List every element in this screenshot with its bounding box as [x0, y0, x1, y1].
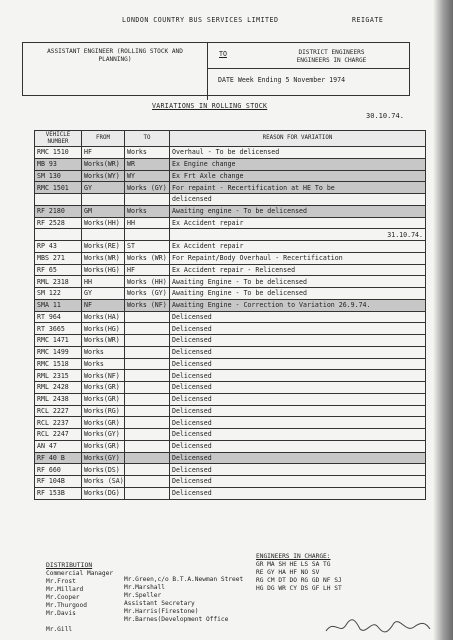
cell-vehicle: RML 2438	[35, 393, 82, 405]
distribution-list-right	[124, 568, 243, 624]
cell-reason: delicensed	[170, 194, 426, 206]
memo-from	[23, 43, 208, 100]
cell-to	[125, 417, 170, 429]
distribution-entry: Mr.Millard	[46, 586, 84, 593]
cell-reason: Delicensed	[170, 440, 426, 452]
cell-to: ST	[125, 241, 170, 253]
cell-from: Works(HG)	[82, 323, 125, 335]
cell-to: Works	[125, 205, 170, 217]
distribution-entry: Mr.Marshall	[124, 584, 165, 591]
table-row	[35, 194, 426, 206]
cell-vehicle	[35, 194, 82, 206]
cell-reason: Awaiting Engine - Correction to Variation 26.9.74.	[170, 299, 426, 311]
memo-to-line: ENGINEERS IN CHARGE	[296, 57, 367, 64]
engineer-code-line: RE GY HA HF NO SV	[256, 569, 320, 576]
distribution-entry	[124, 568, 243, 576]
cell-reason: Delicensed	[170, 311, 426, 323]
cell-to: Works (GY)	[125, 182, 170, 194]
cell-vehicle: RML 2318	[35, 276, 82, 288]
cell-from: Works(HG)	[82, 264, 125, 276]
cell-vehicle: SM 122	[35, 288, 82, 300]
cell-vehicle: RMC 1499	[35, 346, 82, 358]
cell-from: Works (SA)	[82, 476, 125, 488]
distribution-entry: Mr.Cooper	[46, 594, 80, 601]
cell-reason: Delicensed	[170, 370, 426, 382]
engineer-code-line: HG DG WR CY DS GF LH ST	[256, 585, 342, 592]
distribution-entry: Mr.Gill	[46, 626, 73, 633]
table-row	[35, 264, 426, 276]
distribution-entry: Mr.Speller	[124, 592, 162, 599]
table-row	[35, 323, 426, 335]
vehicle-header-line: VEHICLE	[45, 132, 71, 138]
cell-from: Works(RE)	[82, 241, 125, 253]
cell-to: Works (GY)	[125, 288, 170, 300]
cell-reason: Delicensed	[170, 323, 426, 335]
cell-from: Works(WR)	[82, 252, 125, 264]
cell-vehicle: RT 964	[35, 311, 82, 323]
cell-reason: Awaiting engine - To be delicensed	[170, 205, 426, 217]
cell-from: HF	[82, 147, 125, 159]
engineer-code-line: RG CM DT DO RG GD NF SJ	[256, 577, 342, 584]
table-row	[35, 276, 426, 288]
cell-reason: Awaiting Engine - To be delicensed	[170, 276, 426, 288]
engineer-code-line: GR MA SH HE LS SA TG	[256, 561, 331, 568]
cell-vehicle: SMA 11	[35, 299, 82, 311]
cell-from: Works(GY)	[82, 452, 125, 464]
cell-vehicle: RP 43	[35, 241, 82, 253]
table-row	[35, 487, 426, 499]
cell-to: HF	[125, 264, 170, 276]
engineers-in-charge	[256, 553, 386, 593]
cell-reason: 31.10.74.	[170, 229, 426, 241]
cell-reason: Ex Accident repair	[170, 217, 426, 229]
cell-to	[125, 323, 170, 335]
cell-vehicle: RF 2528	[35, 217, 82, 229]
distribution-entry: Mr.Barnes(Development Office	[124, 616, 229, 623]
cell-from: Works	[82, 346, 125, 358]
cell-vehicle: RMC 1501	[35, 182, 82, 194]
memo-to-label: TO	[219, 50, 227, 58]
cell-from: GY	[82, 288, 125, 300]
cell-from: GY	[82, 182, 125, 194]
cell-reason: Ex Accident repair	[170, 241, 426, 253]
cell-from: Works(GR)	[82, 417, 125, 429]
cell-reason: Ex Engine change	[170, 158, 426, 170]
signature	[322, 615, 432, 637]
table-row	[35, 346, 426, 358]
cell-reason: Delicensed	[170, 358, 426, 370]
cell-to	[125, 429, 170, 441]
table-row	[35, 393, 426, 405]
cell-vehicle: RF 660	[35, 464, 82, 476]
cell-reason: Delicensed	[170, 393, 426, 405]
cell-from: Works(WR)	[82, 335, 125, 347]
cell-from	[82, 229, 125, 241]
cell-from: Works(GR)	[82, 393, 125, 405]
cell-to	[125, 311, 170, 323]
cell-reason: Delicensed	[170, 382, 426, 394]
distribution-entry: Mr.Thurgood	[46, 602, 87, 609]
cell-from: HH	[82, 276, 125, 288]
table-row	[35, 217, 426, 229]
cell-reason: Delicensed	[170, 476, 426, 488]
column-header-vehicle	[35, 131, 82, 147]
table-row	[35, 452, 426, 464]
table-row	[35, 241, 426, 253]
cell-from: Works(WR)	[82, 158, 125, 170]
table-row	[35, 311, 426, 323]
cell-to: Works (NF)	[125, 299, 170, 311]
cell-to	[125, 335, 170, 347]
table-row	[35, 205, 426, 217]
cell-to	[125, 487, 170, 499]
cell-vehicle: RMC 1471	[35, 335, 82, 347]
cell-to: Works (HH)	[125, 276, 170, 288]
cell-vehicle: RT 3665	[35, 323, 82, 335]
memo-header-box	[22, 42, 410, 96]
table-header-row	[35, 131, 426, 147]
company-name: LONDON COUNTRY BUS SERVICES LIMITED	[122, 16, 279, 24]
distribution-entry: Mr.Green,c/o B.T.A.Newman Street	[124, 576, 244, 583]
vehicle-header-line: NUMBER	[47, 138, 69, 145]
cell-vehicle: RF 2180	[35, 205, 82, 217]
column-header-to: TO	[125, 131, 170, 147]
column-header-from: FROM	[82, 131, 125, 147]
letterhead	[0, 14, 453, 28]
cell-to: WR	[125, 158, 170, 170]
table-row	[35, 252, 426, 264]
cell-reason: Ex Accident repair - Relicensed	[170, 264, 426, 276]
cell-from: GM	[82, 205, 125, 217]
cell-to	[125, 464, 170, 476]
cell-from: Works(DG)	[82, 487, 125, 499]
distribution-entry: Commercial Manager	[46, 570, 114, 577]
cell-vehicle: RCL 2247	[35, 429, 82, 441]
cell-vehicle: RMC 1518	[35, 358, 82, 370]
cell-from	[82, 194, 125, 206]
cell-from: Works(DS)	[82, 464, 125, 476]
cell-to	[125, 440, 170, 452]
table-body	[35, 147, 426, 500]
cell-vehicle: SM 130	[35, 170, 82, 182]
cell-reason: Delicensed	[170, 452, 426, 464]
cell-vehicle: AN 47	[35, 440, 82, 452]
table-row	[35, 299, 426, 311]
cell-vehicle: RCL 2237	[35, 417, 82, 429]
cell-to	[125, 346, 170, 358]
memo-to	[259, 49, 404, 65]
cell-to	[125, 358, 170, 370]
distribution-entry: Mr.Harris(Firestone)	[124, 608, 199, 615]
table-row	[35, 440, 426, 452]
distribution-list-left	[46, 570, 113, 634]
cell-from: Works(GR)	[82, 382, 125, 394]
cell-to	[125, 229, 170, 241]
cell-to: WY	[125, 170, 170, 182]
table-row	[35, 405, 426, 417]
cell-reason: Delicensed	[170, 464, 426, 476]
page-edge-shadow	[433, 0, 453, 640]
distribution-entry: Assistant Secretary	[124, 600, 195, 607]
cell-vehicle: RML 2428	[35, 382, 82, 394]
cell-to: Works	[125, 147, 170, 159]
engineers-title: ENGINEERS IN CHARGE:	[256, 553, 331, 560]
table-row	[35, 147, 426, 159]
cell-to	[125, 452, 170, 464]
cell-to: HH	[125, 217, 170, 229]
distribution-entry: Mr.Frost	[46, 578, 76, 585]
cell-reason: For Repaint/Body Overhaul - Recertification	[170, 252, 426, 264]
memo-from-line: ASSISTANT ENGINEER (ROLLING STOCK AND	[47, 48, 183, 55]
table-row	[35, 182, 426, 194]
engineers-codes	[256, 561, 386, 593]
cell-reason: Delicensed	[170, 487, 426, 499]
table-row	[35, 464, 426, 476]
table-row	[35, 158, 426, 170]
cell-reason: Awaiting Engine - To be delicensed	[170, 288, 426, 300]
cell-from: Works(WY)	[82, 170, 125, 182]
memo-from-line: PLANNING)	[98, 56, 132, 63]
distribution-label: DISTRIBUTION	[46, 561, 93, 569]
table-date: 30.10.74.	[366, 112, 404, 120]
table-row	[35, 417, 426, 429]
cell-vehicle: RF 153B	[35, 487, 82, 499]
cell-reason: Ex Frt Axle change	[170, 170, 426, 182]
memo-to-line: DISTRICT ENGINEERS	[298, 49, 365, 56]
cell-reason: Delicensed	[170, 335, 426, 347]
cell-to	[125, 476, 170, 488]
cell-vehicle: RF 65	[35, 264, 82, 276]
cell-to	[125, 405, 170, 417]
cell-from: Works(GR)	[82, 440, 125, 452]
cell-from: Works(RG)	[82, 405, 125, 417]
distribution-entry: Mr.Davis	[46, 610, 76, 617]
cell-vehicle: RCL 2227	[35, 405, 82, 417]
cell-from: NF	[82, 299, 125, 311]
table-row	[35, 476, 426, 488]
cell-reason: Delicensed	[170, 417, 426, 429]
distribution-entry	[46, 618, 113, 626]
variations-table	[34, 130, 426, 500]
table-row	[35, 382, 426, 394]
cell-from: Works(HH)	[82, 217, 125, 229]
cell-vehicle: MBS 271	[35, 252, 82, 264]
cell-reason: Delicensed	[170, 346, 426, 358]
memo-divider	[208, 68, 409, 69]
table-row	[35, 358, 426, 370]
cell-vehicle: RMC 1510	[35, 147, 82, 159]
cell-reason: Delicensed	[170, 429, 426, 441]
document-title: VARIATIONS IN ROLLING STOCK	[152, 102, 268, 110]
cell-vehicle: RF 40 B	[35, 452, 82, 464]
cell-reason: For repaint - Recertification at HE To be	[170, 182, 426, 194]
table-row	[35, 370, 426, 382]
cell-from: Works(HA)	[82, 311, 125, 323]
cell-to	[125, 393, 170, 405]
memo-date: DATE Week Ending 5 November 1974	[218, 76, 346, 84]
cell-vehicle: RML 2315	[35, 370, 82, 382]
cell-vehicle	[35, 229, 82, 241]
cell-to: Works (WR)	[125, 252, 170, 264]
cell-vehicle: RF 104B	[35, 476, 82, 488]
table-row	[35, 335, 426, 347]
cell-to	[125, 194, 170, 206]
cell-to	[125, 370, 170, 382]
cell-vehicle: MB 93	[35, 158, 82, 170]
column-header-reason: REASON FOR VARIATION	[170, 131, 426, 147]
table-row	[35, 429, 426, 441]
table-row	[35, 170, 426, 182]
table-row	[35, 288, 426, 300]
cell-reason: Delicensed	[170, 405, 426, 417]
cell-reason: Overhaul - To be delicensed	[170, 147, 426, 159]
cell-from: Works	[82, 358, 125, 370]
cell-from: Works(GY)	[82, 429, 125, 441]
table-row	[35, 229, 426, 241]
company-location: REIGATE	[352, 16, 384, 24]
cell-to	[125, 382, 170, 394]
cell-from: Works(NF)	[82, 370, 125, 382]
